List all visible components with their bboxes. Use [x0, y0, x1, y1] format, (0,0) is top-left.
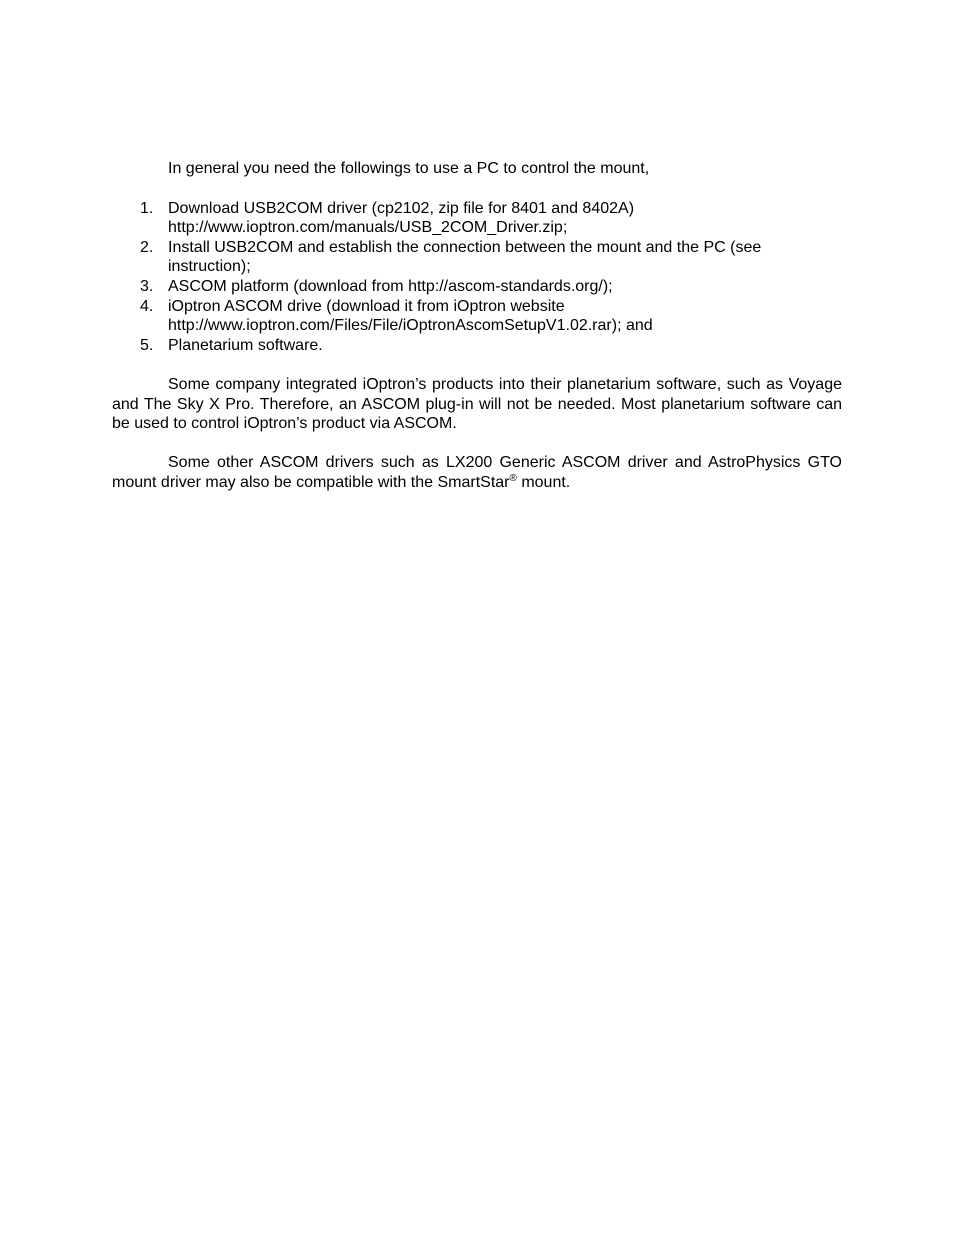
intro-text: In general you need the followings to use a PC to control the mount,: [168, 160, 650, 177]
paragraph-drivers-text: Some other ASCOM drivers such as LX200 Generic ASCOM driver and AstroPhysics GTO mount driver may also be compatible with the SmartStar: [112, 454, 842, 491]
list-item-number: 3.: [140, 277, 154, 295]
requirements-list: [112, 199, 842, 356]
list-item-number: 5.: [140, 336, 154, 354]
list-item-number: 1.: [140, 199, 154, 217]
list-item-number: 4.: [140, 297, 154, 315]
list-item: [112, 277, 842, 297]
list-item-text: Planetarium software.: [168, 336, 323, 354]
list-item-number: 2.: [140, 238, 154, 256]
list-item-text: Install USB2COM and establish the connection between the mount and the PC (see: [168, 238, 762, 256]
list-item-text: Download USB2COM driver (cp2102, zip file for 8401 and 8402A): [168, 199, 635, 217]
list-item: [112, 336, 842, 356]
list-item-text: ASCOM platform (download from http://ascom-standards.org/);: [168, 277, 613, 295]
list-item: [112, 199, 842, 238]
paragraph-plugin: Some company integrated iOptron’s products into their planetarium software, such as Voyage and The Sky X Pro. Therefore, an ASCOM plug-in will not be needed. Most planetarium software can be used to control iOptron’s product via ASCOM.: [112, 375, 842, 433]
list-item: [112, 238, 842, 277]
paragraph-drivers: [112, 453, 842, 492]
registered-trademark-mark: ®: [509, 472, 517, 484]
page-content: [112, 159, 842, 493]
list-item: [112, 297, 842, 336]
ascom-setup-url: http://www.ioptron.com/Files/File/iOptronAscomSetupV1.02.rar); and: [168, 317, 653, 335]
driver-download-url: http://www.ioptron.com/manuals/USB_2COM_Driver.zip;: [168, 219, 568, 237]
paragraph-drivers-ending: mount.: [516, 473, 571, 491]
list-item-text: iOptron ASCOM drive (download it from iOptron website: [168, 297, 565, 315]
list-item-text-continued: instruction);: [168, 258, 251, 276]
